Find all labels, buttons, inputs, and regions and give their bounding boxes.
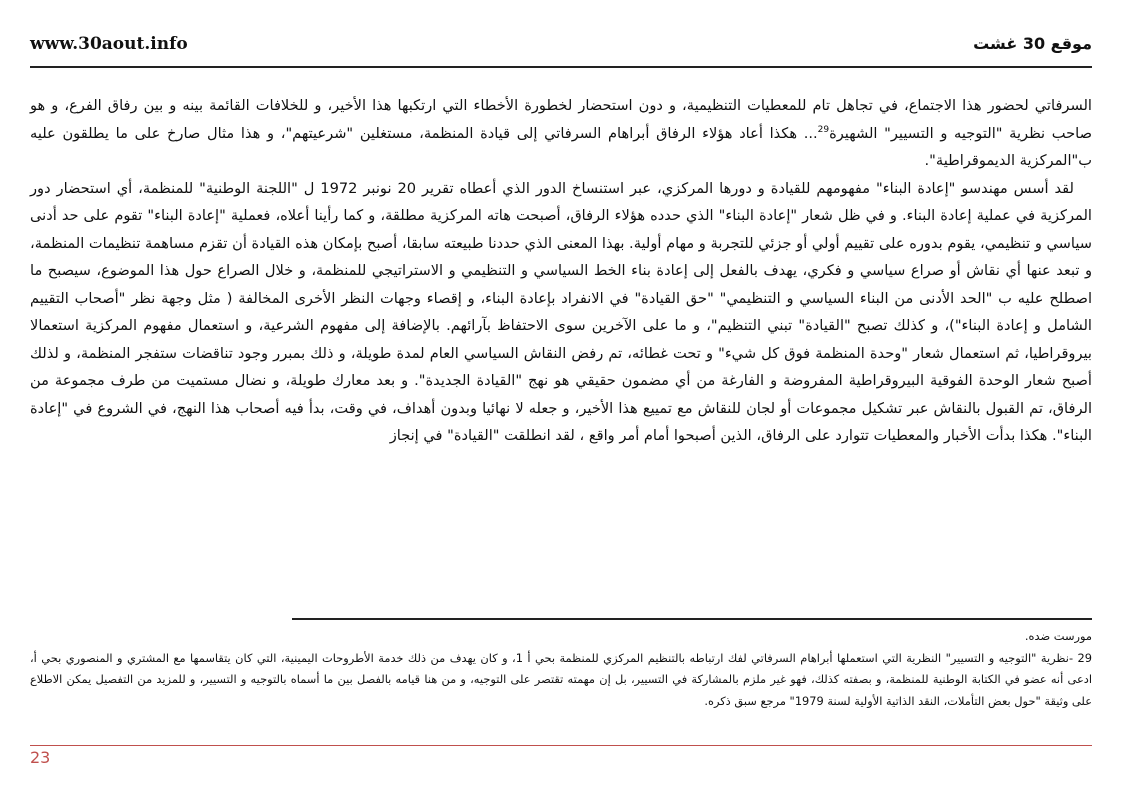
paragraph-1-text: السرفاتي لحضور هذا الاجتماع، في تجاهل تام للمعطيات التنظيمية، و دون استحضار لخطورة الأخطاء التي ارتكبها هذا الأخير، و للخلافات القائمة بينه و بين رفاق الفرع، و هو صاحب نظرية "التوجيه و التسيير" الشهيرة bbox=[30, 97, 1092, 142]
body-text bbox=[30, 92, 1092, 450]
footnotes bbox=[30, 626, 1092, 712]
footnote-ref-29: 29 bbox=[817, 124, 830, 135]
paragraph-1-continuation: ... هكذا أعاد هؤلاء الرفاق أبراهام السرفاتي إلى قيادة المنظمة، مستغلين "شرعيتهم"، و هذا مثال صارخ على ما يطلقون عليه ب"المركزية الديموقراطية". bbox=[30, 124, 1092, 169]
footnote-continuation: مورست ضده. bbox=[1024, 629, 1092, 643]
footnote-29: 29 -نظرية "التوجيه و التسيير" النظرية التي استعملها أبراهام السرفاتي لفك ارتباطه بالتنظيم المركزي للمنظمة بحي أ 1، و كان يهدف من ذلك خدمة الأطروحات اليمينية، التي كان يتقاسمها مع المشتري و المنصوري بحي أ، ادعى أنه عضو في الكتابة الوطنية للمنظمة، و بصفته كذلك، فهو غير ملزم بالمشاركة في التسيير، بل إن مهمته تقتصر على التوجيه، و من هنا قيامه بالفصل بين ما أسماه بالتوجيه و التسيير، و للمزيد من التفصيل يمكن الاطلاع على وثيقة "حول بعض التأملات، النقد الذاتية الأولية لسنة 1979" مرجع سبق ذكره. bbox=[30, 650, 1092, 708]
footer-divider bbox=[30, 745, 1092, 746]
page-number: 23 bbox=[30, 748, 51, 767]
site-url: www.30aout.info bbox=[30, 34, 188, 54]
page-header bbox=[30, 34, 1092, 62]
site-name: موقع 30 غشت bbox=[973, 34, 1092, 53]
paragraph-2: لقد أسس مهندسو "إعادة البناء" مفهومهم للقيادة و دورها المركزي، عبر استنساخ الدور الذي أعطاه تقرير 20 نونبر 1972 ل "اللجنة الوطنية" للمنظمة، أي استحضار دور المركزية في عملية إعادة البناء. و في ظل شعار "إعادة البناء" الذي حدده هؤلاء الرفاق، أصبحت هاته المركزية مطلقة، و كما رأينا أعلاه، فعملية "إعادة البناء" تقوم على حد أدنى سياسي و تنظيمي، يقوم بدوره على تقييم أولي أو جزئي للتجربة و مهام أولية. بهذا المعنى الذي حددنا طبيعته سابقا، أصبح بإمكان هذه القيادة أن تقزم مساهمة تنظيمات المنظمة، و تبعد عنها أي نقاش أو صراع سياسي و فكري، يهدف بالفعل إلى إعادة بناء الخط السياسي و التنظيمي و الاستراتيجي للمنظمة، و خلال الصراع حول هذا الموضوع، سيصبح ما اصطلح عليه ب "الحد الأدنى من البناء السياسي و التنظيمي" "حق القيادة" في الانفراد بإعادة البناء، و إقصاء وجهات النظر الأخرى المخالفة ( مثل وجهة نظر "أصحاب التقييم الشامل و إعادة البناء")، و كذلك تصبح "القيادة" تبني التنظيم"، و ما على الآخرين سوى الاحتفاظ بآرائهم. بالإضافة إلى مفهوم الشرعية، و استعمال مفهوم المركزية استعمالا بيروقراطيا، ثم استعمال شعار "وحدة المنظمة فوق كل شيء" و تحت غطائه، تم رفض النقاش السياسي العام لمدة طويلة، و ذلك بمبرر وجود تناقضات ستفجر المنظمة، و لذلك أصبح شعار الوحدة الفوقية البيروقراطية المفروضة و الفارغة من أي مضمون حقيقي هو نهج "القيادة الجديدة". و بعد معارك طويلة، و نضال مستميت من طرف مجموعة من الرفاق، تم القبول بالنقاش عبر تشكيل مجموعات أو لجان للنقاش مع تمييع هذا الأخير، و جعله لا نهائيا وبدون أهداف، في وقت، بدأ فيه أصحاب هذا النهج، في الشروع في "إعادة البناء". هكذا بدأت الأخبار والمعطيات تتوارد على الرفاق، الذين أصبحوا أمام أمر واقع ، لقد انطلقت "القيادة" في إنجاز bbox=[30, 179, 1092, 444]
paragraph-1 bbox=[30, 92, 1092, 175]
header-divider bbox=[30, 66, 1092, 68]
footnote-divider bbox=[292, 618, 1092, 620]
